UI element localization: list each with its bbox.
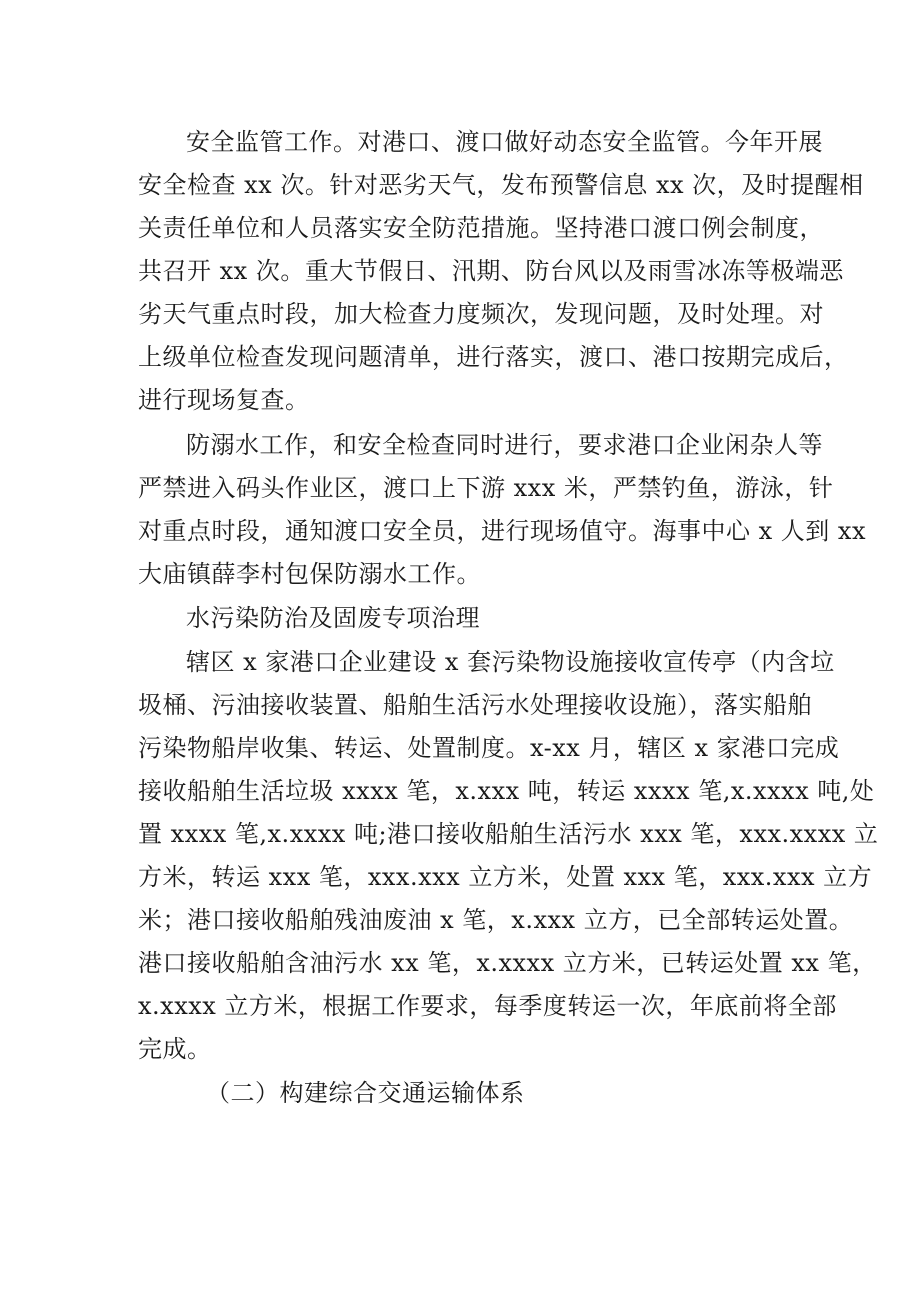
paragraph-line: 安全监管工作。对港口、渡口做好动态安全监管。今年开展 [186,128,823,156]
paragraph-line: 进行现场复查。 [138,386,310,414]
section-heading: （二）构建综合交通运输体系 [206,1079,525,1107]
paragraph-line: 圾桶、污油接收装置、船舶生活污水处理接收设施），落实船舶 [138,691,812,719]
paragraph-line: 关责任单位和人员落实安全防范措施。坚持港口渡口例会制度， [138,214,824,242]
subsection-heading: 水污染防治及固废专项治理 [186,604,480,632]
paragraph-line: 方米，转运 xxx 笔，xxx.xxx 立方米，处置 xxx 笔，xxx.xxx 立方 [138,863,873,891]
paragraph-line: 辖区 x 家港口企业建设 x 套污染物设施接收宣传亭（内含垃 [186,648,835,676]
paragraph-line: 米；港口接收船舶残油废油 x 笔，x.xxx 立方，已全部转运处置。 [138,906,854,934]
paragraph-line: 污染物船岸收集、转运、处置制度。x-xx 月，辖区 x 家港口完成 [138,734,840,762]
paragraph-line: 对重点时段，通知渡口安全员，进行现场值守。海事中心 x 人到 xx [138,517,866,545]
paragraph-line: 防溺水工作，和安全检查同时进行，要求港口企业闲杂人等 [186,431,823,459]
paragraph-line: 接收船舶生活垃圾 xxxx 笔，x.xxx 吨，转运 xxxx 笔,x.xxxx 吨,处 [138,777,875,805]
paragraph-line: 安全检查 xx 次。针对恶劣天气，发布预警信息 xx 次，及时提醒相 [138,171,864,199]
paragraph-line: x.xxxx 立方米，根据工作要求，每季度转运一次，年底前将全部 [138,992,837,1020]
paragraph-line: 置 xxxx 笔,x.xxxx 吨;港口接收船舶生活污水 xxx 笔，xxx.xxxx 立 [138,820,879,848]
paragraph-line: 严禁进入码头作业区，渡口上下游 xxx 米，严禁钓鱼，游泳，针 [138,474,834,502]
paragraph-line: 港口接收船舶含油污水 xx 笔，x.xxxx 立方米，已转运处置 xx 笔， [138,949,877,977]
paragraph-line: 上级单位检查发现问题清单，进行落实，渡口、港口按期完成后， [138,343,849,371]
paragraph-line: 劣天气重点时段，加大检查力度频次，发现问题，及时处理。对 [138,300,824,328]
paragraph-line: 大庙镇薛李村包保防溺水工作。 [138,560,481,588]
paragraph-line: 共召开 xx 次。重大节假日、汛期、防台风以及雨雪冰冻等极端恶 [138,257,844,285]
paragraph-line: 完成。 [138,1035,212,1063]
